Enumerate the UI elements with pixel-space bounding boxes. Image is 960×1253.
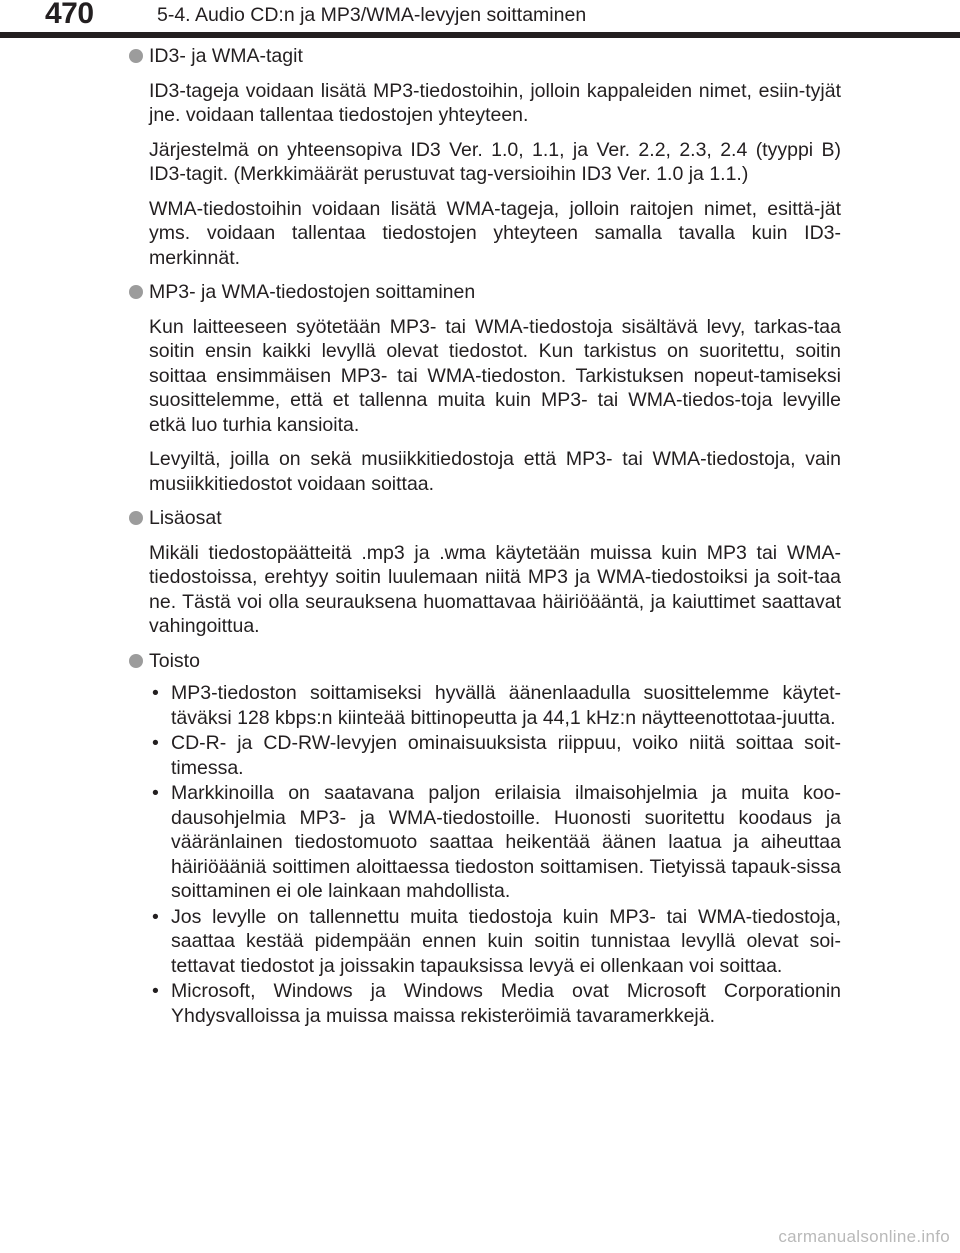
- list-item: [149, 905, 841, 979]
- bullet-circle-icon: [129, 654, 143, 668]
- paragraph: Mikäli tiedostopäätteitä .mp3 ja .wma käytetään muissa kuin MP3 tai WMA-tiedostoissa, erehtyy soitin luulemaan niitä MP3 ja WMA-tiedostoiksi ja soit-taa ne. Tästä voi olla seurauksena huomattavaa häiriöääntä, ja kaiuttimet saattavat vahingoittua.: [149, 541, 841, 637]
- paragraph: Järjestelmä on yhteensopiva ID3 Ver. 1.0, 1.1, ja Ver. 2.2, 2.3, 2.4 (tyyppi B) ID3-tagit. (Merkkimäärät perustuvat tag-versioihin ID3 Ver. 1.0 ja 1.1.): [149, 138, 841, 185]
- list-item-text: MP3-tiedoston soittamiseksi hyvällä äänenlaadulla suosittelemme käytet-täväksi 128 kbps:n kiinteää bittinopeutta ja 44,1 kHz:n näytteenottotaa-juutta.: [171, 682, 841, 729]
- bullet-circle-icon: [129, 49, 143, 63]
- list-item-text: Markkinoilla on saatavana paljon erilaisia ilmaisohjelmia ja muita koo-dausohjelmia MP3- ja WMA-tiedostoille. Huonosti suoritettu koodaus ja vääränlainen tiedostomuoto saattaa heikentää äänen laatua ja aiheuttaa häiriöääniä soittimen aloittaessa tiedoston soittamisen. Tietyissä tapauk-sissa soittaminen ei ole lainkaan mahdollista.: [171, 782, 841, 902]
- list-item-text: Jos levylle on tallennettu muita tiedostoja kuin MP3- tai WMA-tiedostoja, saattaa kestää pidempään ennen kuin soitin tunnistaa levyllä olevat soi-tettavat tiedostot ja joissakin tapauksissa levyä ei ollenkaan voi soittaa.: [171, 905, 841, 977]
- section-heading-text: MP3- ja WMA-tiedostojen soittaminen: [149, 281, 476, 303]
- section-heading-text: ID3- ja WMA-tagit: [149, 45, 303, 67]
- list-dot-icon: •: [152, 905, 159, 928]
- bullet-list: [149, 681, 841, 1028]
- paragraph: WMA-tiedostoihin voidaan lisätä WMA-tageja, jolloin raitojen nimet, esittä-jät yms. voidaan tallentaa tiedostojen yhteyteen samalla tavalla kuin ID3-merkinnät.: [149, 197, 841, 269]
- page-content: [129, 44, 841, 1029]
- section-heading: [129, 506, 841, 531]
- section-playback: [129, 280, 841, 496]
- list-item-text: Microsoft, Windows ja Windows Media ovat Microsoft Corporationin Yhdysvalloissa ja muissa maissa rekisteröimiä tavaramerkkejä.: [171, 980, 841, 1027]
- bullet-circle-icon: [129, 285, 143, 299]
- header-rule: [0, 32, 960, 38]
- paragraph: Kun laitteeseen syötetään MP3- tai WMA-tiedostoja sisältävä levy, tarkas-taa soitin ensin kaikki levyllä olevat tiedostot. Kun tarkistus on suoritettu, soitin soittaa ensimmäisen MP3- tai WMA-tiedoston. Tarkistuksen nopeut-tamiseksi suosittelemme, että et tallenna muita kuin MP3- tai WMA-tiedos-toja levyille etkä luo turhia kansioita.: [149, 315, 841, 436]
- list-item: [149, 731, 841, 780]
- watermark: carmanualsonline.info: [778, 1227, 950, 1246]
- paragraph: Levyiltä, joilla on sekä musiikkitiedostoja että MP3- tai WMA-tiedostoja, vain musiikkitiedostot voidaan soittaa.: [149, 448, 841, 495]
- section-extensions: [129, 506, 841, 639]
- paragraph: ID3-tageja voidaan lisätä MP3-tiedostoihin, jolloin kappaleiden nimet, esiin-tyjät jne. voidaan tallentaa tiedostojen yhteyteen.: [149, 79, 841, 126]
- list-dot-icon: •: [152, 782, 159, 804]
- page-header: [0, 0, 960, 38]
- page-number: 470: [45, 0, 94, 30]
- chapter-title: 5-4. Audio CD:n ja MP3/WMA-levyjen soittaminen: [157, 4, 587, 26]
- list-dot-icon: •: [152, 980, 159, 1002]
- section-heading-text: Lisäosat: [149, 507, 222, 529]
- section-heading: [129, 649, 841, 674]
- section-heading-text: Toisto: [149, 649, 200, 672]
- section-playback-notes: [129, 649, 841, 1029]
- list-dot-icon: •: [152, 682, 159, 704]
- section-id3-wma-tags: [129, 44, 841, 270]
- section-heading: [129, 280, 841, 305]
- section-heading: [129, 44, 841, 69]
- list-item-text: CD-R- ja CD-RW-levyjen ominaisuuksista riippuu, voiko niitä soittaa soit-timessa.: [171, 732, 841, 779]
- list-item: [149, 979, 841, 1028]
- list-item: [149, 781, 841, 904]
- list-dot-icon: •: [152, 732, 159, 754]
- list-item: [149, 681, 841, 730]
- bullet-circle-icon: [129, 511, 143, 525]
